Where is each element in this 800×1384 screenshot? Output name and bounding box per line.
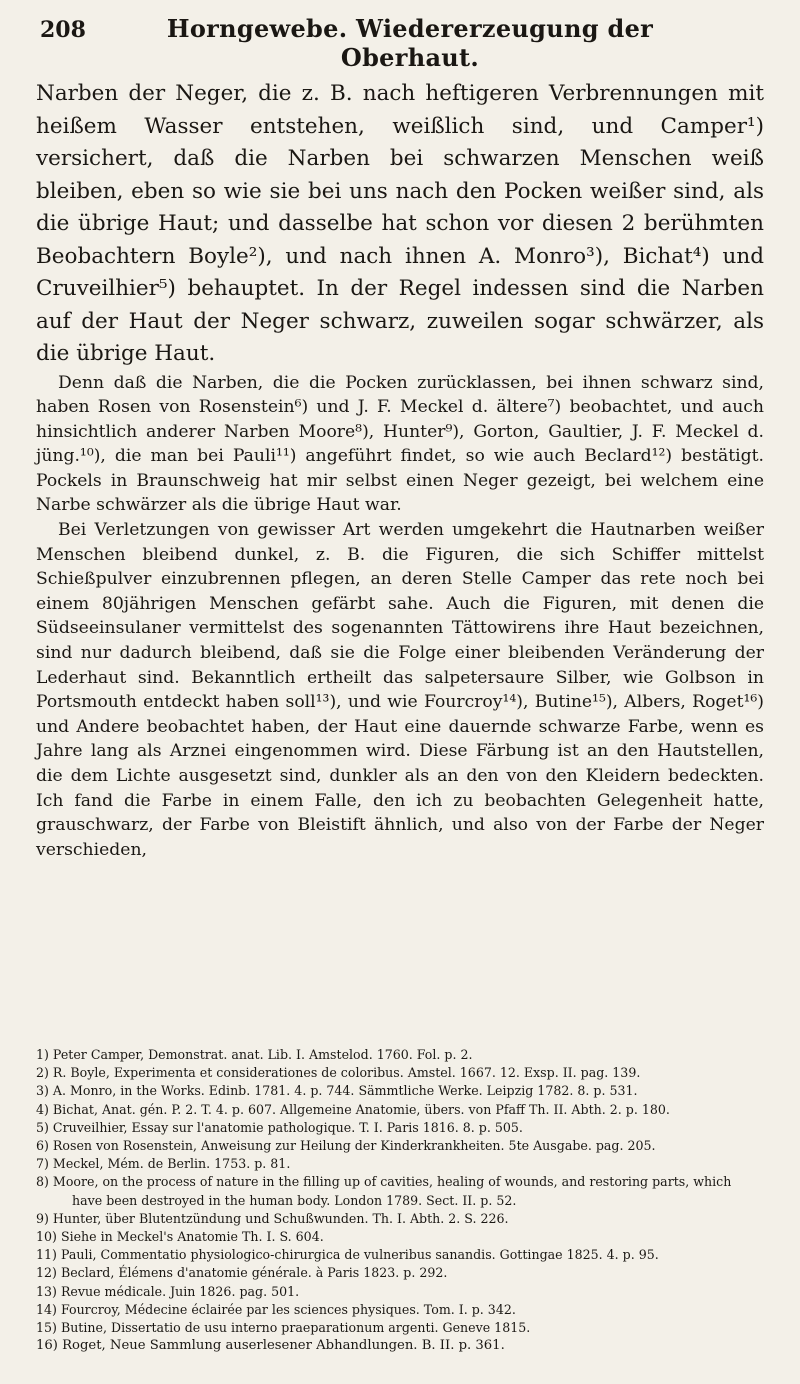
footnote-2: 2) R. Boyle, Experimenta et considerationes de coloribus. Amstel. 1667. 12. Exsp. II. pag. 139. [36, 1065, 641, 1081]
footnote-3: 3) A. Monro, in the Works. Edinb. 1781. 4. p. 744. Sämmtliche Werke. Leipzig 1782. 8. p. 531. [36, 1083, 638, 1099]
footnote-9: 9) Hunter, über Blutentzündung und Schußwunden. Th. I. Abth. 2. S. 226. [36, 1210, 509, 1226]
running-title: Horngewebe. Wiedererzeugung der Oberhaut. [166, 14, 654, 72]
page-header [40, 14, 750, 72]
main-text [36, 78, 764, 862]
footnote-11: 11) Pauli, Commentatio physiologico-chirurgica de vulneribus sanandis. Gottingae 1825. 4. p. 95. [36, 1247, 659, 1263]
paragraph-2: Denn daß die Narben, die die Pocken zurücklassen, bei ihnen schwarz sind, haben Rosen von Rosenstein⁶) und J. F. Meckel d. ältere⁷) beobachtet, und auch hinsichtlich anderer Narben Moore⁸), Hunter⁹), Gorton, Gaultier, J. F. Meckel d. jüng.¹⁰), die man bei Pauli¹¹) angeführt findet, so wie auch Beclard¹²) bestätigt. Pockels in Braunschweig hat mir selbst einen Neger gezeigt, bei welchem eine Narbe schwärzer als die übrige Haut war. [36, 372, 764, 516]
footnote-15: 15) Butine, Dissertatio de usu interno praeparationum argenti. Geneve 1815. [36, 1320, 531, 1336]
footnote-6: 6) Rosen von Rosenstein, Anweisung zur Heilung der Kinderkrankheiten. 5te Ausgabe. pag. 205. [36, 1138, 656, 1154]
footnote-16: 16) Roget, Neue Sammlung auserlesener Abhandlungen. B. II. p. 361. [36, 1338, 505, 1354]
footnotes [36, 1046, 764, 1355]
footnote-10: 10) Siehe in Meckel's Anatomie Th. I. S. 604. [36, 1229, 324, 1245]
footnote-1: 1) Peter Camper, Demonstrat. anat. Lib. I. Amstelod. 1760. Fol. p. 2. [36, 1047, 473, 1062]
paragraph-1: Narben der Neger, die z. B. nach heftigeren Verbrennungen mit heißem Wasser entstehen, weißlich sind, und Camper¹) versichert, daß die Narben bei schwarzen Menschen weiß bleiben, eben so wie sie bei uns nach den Pocken weißer sind, als die übrige Haut; und dasselbe hat schon vor diesen 2 berühmten Beobachtern Boyle²), und nach ihnen A. Monro³), Bichat⁴) und Cruveilhier⁵) behauptet. In der Regel indessen sind die Narben auf der Haut der Neger schwarz, zuweilen sogar schwärzer, als die übrige Haut. [36, 81, 764, 366]
page-number: 208 [40, 17, 86, 43]
footnote-14: 14) Fourcroy, Médecine éclairée par les sciences physiques. Tom. I. p. 342. [36, 1301, 516, 1317]
footnote-12: 12) Beclard, Élémens d'anatomie générale. à Paris 1823. p. 292. [36, 1265, 448, 1281]
footnote-7: 7) Meckel, Mém. de Berlin. 1753. p. 81. [36, 1156, 291, 1172]
paragraph-3: Bei Verletzungen von gewisser Art werden umgekehrt die Hautnarben weißer Menschen bleibend dunkel, z. B. die Figuren, die sich Schiffer mittelst Schießpulver einzubrennen pflegen, an deren Stelle Camper das rete noch bei einem 80jährigen Menschen gefärbt sahe. Auch die Figuren, mit denen die Südseeinsulaner vermittelst des sogenannten Tättowirens ihre Haut bezeichnen, sind nur dadurch bleibend, daß sie die Folge einer bleibenden Veränderung der Lederhaut sind. Bekanntlich ertheilt das salpetersaure Silber, wie Golbson in Portsmouth entdeckt haben soll¹³), und wie Fourcroy¹⁴), Butine¹⁵), Albers, Roget¹⁶) und Andere beobachtet haben, der Haut eine dauernde schwarze Farbe, wenn es Jahre lang als Arznei eingenommen wird. Diese Färbung ist an den Hautstellen, die dem Lichte ausgesetzt sind, dunkler als an den von den Kleidern bedeckten. Ich fand die Farbe in einem Falle, den ich zu beobachten Gelegenheit hatte, grauschwarz, der Farbe von Bleistift ähnlich, und also von der Farbe der Neger verschieden, [36, 520, 764, 860]
footnote-4: 4) Bichat, Anat. gén. P. 2. T. 4. p. 607. Allgemeine Anatomie, übers. von Pfaff Th. II. Abth. 2. p. 180. [36, 1101, 670, 1117]
footnote-8: 8) Moore, on the process of nature in the filling up of cavities, healing of wounds, and restoring parts, which have been destroyed in the human body. London 1789. Sect. II. p. 52. [36, 1174, 732, 1208]
footnote-13: 13) Revue médicale. Juin 1826. pag. 501. [36, 1283, 300, 1299]
footnote-5: 5) Cruveilhier, Essay sur l'anatomie pathologique. T. I. Paris 1816. 8. p. 505. [36, 1119, 523, 1135]
